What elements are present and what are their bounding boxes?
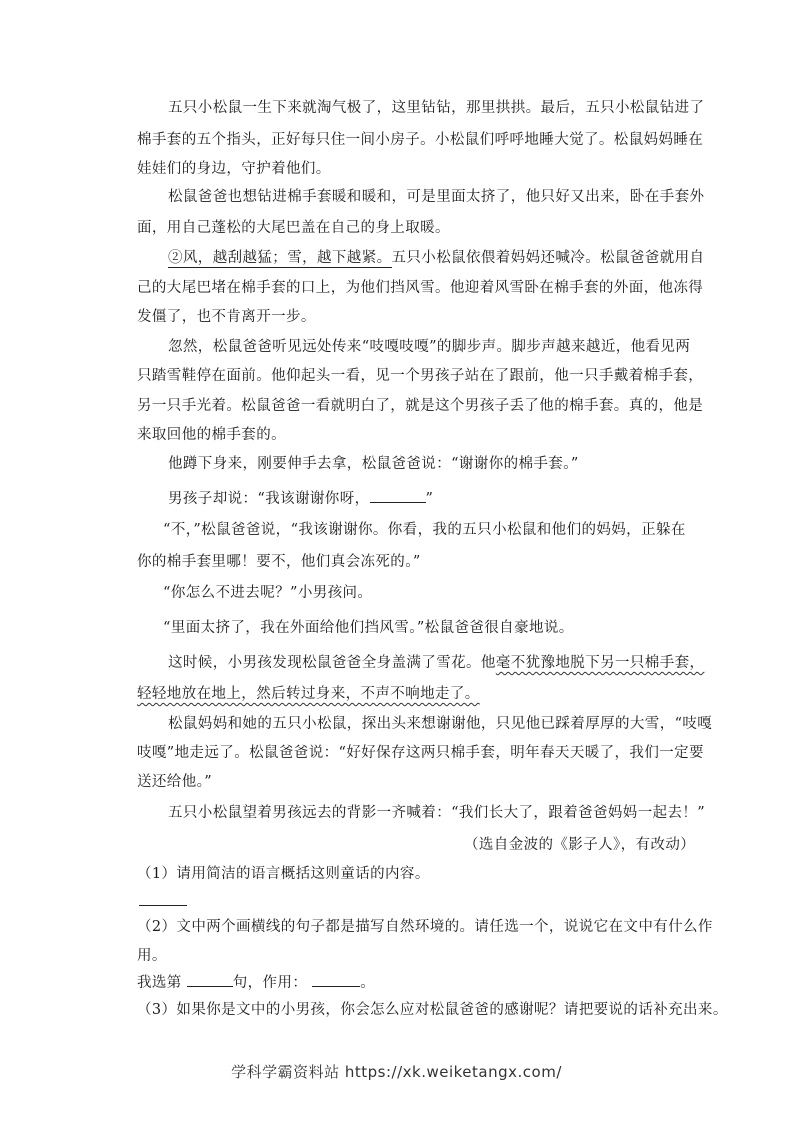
answer-blank[interactable] (139, 905, 187, 906)
passage-line: “不，”松鼠爸爸说，“我该谢谢你。你看，我的五只小松鼠和他们的妈妈，正躲在 (163, 522, 686, 538)
passage-line: 送还给他。” (137, 774, 213, 790)
wavy-underlined-sentence: 毫不犹豫地脱下另一只棉手套， (495, 655, 705, 671)
passage-line: 五只小松鼠一生下来就淘气极了，这里钻钻，那里拱拱。最后，五只小松鼠钻进了 (168, 100, 705, 116)
source-citation: （选自金波的《影子人》，有改动） (464, 837, 696, 853)
passage-line: 棉手套的五个指头，正好每只住一间小房子。小松鼠们呼呼地睡大觉了。松鼠妈妈睡在 (137, 132, 704, 148)
passage-line (168, 488, 433, 509)
passage-line: 吱嘎”地走远了。松鼠爸爸说：“好好保存这两只棉手套，明年春天天暖了，我们一定要 (137, 745, 704, 761)
passage-line: 松鼠妈妈和她的五只小松鼠，探出头来想谢谢他，只见他已踩着厚厚的大雪，“吱嘎 (168, 716, 713, 732)
answer-blank[interactable] (312, 972, 360, 987)
passage-line: 另一只手光着。松鼠爸爸一看就明白了，就是这个男孩子丢了他的棉手套。真的，他是 (137, 398, 704, 414)
answer-text: 我选第 (137, 975, 182, 991)
answer-blank[interactable] (370, 488, 426, 503)
passage-line: 松鼠爸爸也想钻进棉手套暖和暖和，可是里面太挤了，他只好又出来，卧在手套外 (168, 189, 705, 205)
passage-line: 他蹲下身来，刚要伸手去拿，松鼠爸爸说：“谢谢你的棉手套。” (168, 456, 579, 472)
passage-text: ” (425, 491, 434, 507)
passage-text: 男孩子却说：“我该谢谢你呀， (168, 491, 370, 507)
passage-text: 五只小松鼠依偎着妈妈还喊冷。松鼠爸爸就用自 (391, 250, 705, 266)
underlined-sentence: ②风，越刮越猛；雪，越下越紧。 (168, 250, 392, 266)
passage-line: 己的大尾巴堵在棉手套的口上，为他们挡风雪。他迎着风雪卧在棉手套的外面，他冻得 (137, 280, 704, 296)
passage-line: 你的棉手套里哪！要不，他们真会冻死的。” (137, 554, 421, 570)
passage-line: 五只小松鼠望着男孩远去的背影一齐喊着：“我们长大了，跟着爸爸妈妈一起去！” (168, 805, 706, 821)
passage-line (168, 248, 704, 268)
passage-line (137, 684, 480, 704)
passage-line: 面，用自己蓬松的大尾巴盖在自己的身上取暖。 (137, 220, 450, 236)
passage-line: 发僵了，也不肯离开一步。 (137, 309, 316, 325)
passage-line: “里面太挤了，我在外面给他们挡风雪。”松鼠爸爸很自豪地说。 (163, 620, 574, 636)
question-2: （2）文中两个画横线的句子都是描写自然环境的。请任选一个，说说它在文中有什么作 (137, 919, 713, 935)
question-3: （3）如果你是文中的小男孩，你会怎么应对松鼠爸爸的感谢呢？请把要说的话补充出来。 (137, 1002, 728, 1018)
question-1: （1）请用简洁的语言概括这则童话的内容。 (137, 866, 430, 882)
question-2-cont: 用。 (137, 948, 167, 964)
passage-line: 来取回他的棉手套的。 (137, 427, 286, 443)
answer-text: 。 (360, 975, 376, 991)
passage-line: 忽然，松鼠爸爸听见远处传来“吱嘎吱嘎”的脚步声。脚步声越来越近，他看见两 (168, 339, 691, 355)
passage-line (168, 653, 704, 673)
passage-text: 这时候，小男孩发现松鼠爸爸全身盖满了雪花。他 (168, 655, 496, 671)
answer-blank[interactable] (187, 972, 233, 987)
wavy-underlined-sentence: 轻轻地放在地上，然后转过身来，不声不响地走了。 (137, 686, 480, 702)
passage-line: 只踏雪鞋停在面前。他仰起头一看，见一个男孩子站在了跟前，他一只手戴着棉手套， (137, 368, 704, 384)
passage-line: “你怎么不进去呢？”小男孩问。 (163, 585, 373, 601)
answer-text: 句，作用： (232, 975, 308, 991)
question-2-answer (137, 972, 375, 993)
footer-watermark: 学科学霸资料站 https://xk.weiketangx.com/ (231, 1063, 562, 1081)
passage-line: 娃娃们的身边，守护着他们。 (137, 161, 331, 177)
